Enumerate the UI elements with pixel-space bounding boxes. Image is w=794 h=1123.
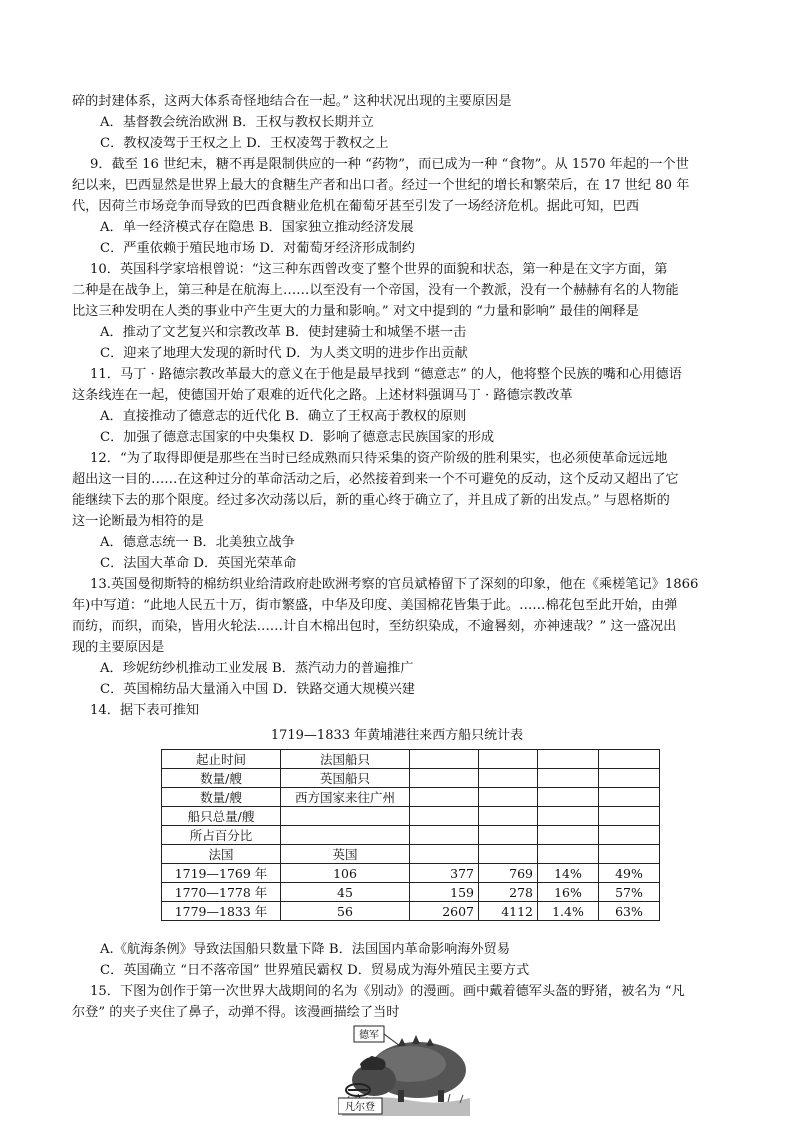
table-cell [479,769,538,788]
table-cell [410,769,479,788]
q13-stem-line: 13.英国曼彻斯特的棉纺织业给清政府赴欧洲考察的官员斌椿留下了深刻的印象，他在《乘槎笔记》1866 [90,577,699,592]
table-cell: 16% [538,883,599,902]
q11-stem-line: 这条线连在一起，使德国开始了艰难的近代化之路。上述材料强调马丁 · 路德宗教改革 [72,388,573,403]
table-cell: 106 [281,864,410,883]
table-row [162,883,660,902]
table-cell [410,750,479,769]
q9-stem-line: 9．截至 16 世纪末，糖不再是限制供应的一种 “药物”，而已成为一种 “食物”。从 1570 年起的一个世 [90,157,689,172]
table-cell: 63% [599,902,660,921]
table-cell: 56 [281,902,410,921]
table-cell: 1779—1833 年 [162,902,281,921]
table-cell [599,845,660,864]
q12-options-cd: C．法国大革命 D．英国光荣革命 [100,556,297,571]
q12-options-ab: A．德意志统一 B．北美独立战争 [100,535,295,550]
q13-options-cd: C．英国棉纺品大量涌入中国 D．铁路交通大规模兴建 [100,682,415,697]
table-row [162,826,660,845]
table-row [162,788,660,807]
table-cell: 2607 [410,902,479,921]
q15-stem-line: 尔登” 的夹子夹住了鼻子，动弹不得。该漫画描绘了当时 [72,1005,400,1020]
table-cell: 14% [538,864,599,883]
table-row [162,769,660,788]
q13-stem-line: 现的主要原因是 [72,640,165,655]
table-cell: 49% [599,864,660,883]
table-cell: 1719—1769 年 [162,864,281,883]
table-row [162,902,660,921]
table-cell [538,807,599,826]
table-cell [599,769,660,788]
table-row [162,845,660,864]
q14-options-cd: C．英国确立 “日不落帝国” 世界殖民霸权 D．贸易成为海外殖民主要方式 [100,963,530,978]
table-cell [538,826,599,845]
table-cell: 法国 [162,845,281,864]
table-cell: 数量/艘 [162,769,281,788]
table-cell [479,750,538,769]
table-cell: 法国船只 [281,750,410,769]
table-cell [538,845,599,864]
q10-stem-line: 二种是在战争上，第三种是在航海上……以至没有一个帝国，没有一个教派，没有一个赫赫有名的人物能 [72,283,679,298]
table-cell [599,826,660,845]
q9-stem-line: 纪以来，巴西显然是世界上最大的食糖生产者和出口者。经过一个世纪的增长和繁荣后，在 17 世纪 80 年 [72,178,690,193]
boar-cartoon-image [338,1024,474,1116]
table-row [162,864,660,883]
table-cell [479,845,538,864]
q10-options-cd: C．迎来了地理大发现的新时代 D．为人类文明的进步作出贡献 [100,346,468,361]
q8-stem-end: 碎的封建体系，这两大体系奇怪地结合在一起。” 这种状况出现的主要原因是 [72,94,512,109]
table-cell [479,807,538,826]
table-caption: 1719—1833 年黄埔港往来西方船只统计表 [270,728,524,743]
table-cell [599,807,660,826]
table-cell: 1.4% [538,902,599,921]
table-cell: 英国 [281,845,410,864]
table-cell [479,788,538,807]
table-cell [410,788,479,807]
q15-stem-line: 15．下图为创作于第一次世界大战期间的名为《别动》的漫画。画中戴着德军头盔的野猪，被名为 “凡 [90,984,685,999]
table-cell [599,750,660,769]
table-cell [538,788,599,807]
q9-stem-line: 代，因荷兰市场竞争而导致的巴西食糖业危机在葡萄牙甚至引发了一场经济危机。据此可知，巴西 [72,199,640,214]
q10-options-ab: A．推动了文艺复兴和宗教改革 B．使封建骑士和城堡不堪一击 [100,325,467,340]
table-cell: 377 [410,864,479,883]
table-cell: 所占百分比 [162,826,281,845]
q8-options-cd: C．教权凌驾于王权之上 D．王权凌驾于教权之上 [100,136,389,151]
table-cell [410,807,479,826]
q14-options-ab: A.《航海条例》导致法国船只数量下降 B．法国国内革命影响海外贸易 [100,942,511,957]
table-cell: 159 [410,883,479,902]
table-cell: 起止时间 [162,750,281,769]
cartoon-figure [338,1024,474,1116]
table-cell [410,826,479,845]
q8-options-ab: A．基督教会统治欧洲 B．王权与教权长期并立 [100,115,374,130]
q11-stem-line: 11．马丁 · 路德宗教改革最大的意义在于他是最早找到 “德意志” 的人，他将整个民族的嘴和心用德语 [90,367,682,382]
label-verdun: 凡尔登 [345,1102,375,1113]
table-cell [599,788,660,807]
q9-options-ab: A．单一经济模式存在隐患 B．国家独立推动经济发展 [100,220,414,235]
table-cell [479,826,538,845]
table-row [162,807,660,826]
table-cell: 数量/艘 [162,788,281,807]
q13-stem-line: 年)中写道：“此地人民五十万，街市繁盛，中华及印度、美国棉花皆集于此。……棉花包至此开始，由弹 [72,598,678,613]
q11-options-ab: A．直接推动了德意志的近代化 B．确立了王权高于教权的原则 [100,409,467,424]
table-cell: 船只总量/艘 [162,807,281,826]
table-cell [538,750,599,769]
ship-stats-table [161,749,660,921]
table-row [162,750,660,769]
table-cell [410,845,479,864]
label-german-army: 德军 [359,1030,379,1041]
table-cell: 769 [479,864,538,883]
q9-options-cd: C．严重依赖于殖民地市场 D．对葡萄牙经济形成制约 [100,241,415,256]
q12-stem-line: 能继续下去的那个限度。经过多次动荡以后，新的重心终于确立了，并且成了新的出发点。” 与恩格斯的 [72,493,670,508]
table-cell: 西方国家来往广州 [281,788,410,807]
table-cell: 278 [479,883,538,902]
table-cell [281,807,410,826]
q13-stem-line: 而纺，而织，而染，皆用火轮法……计自木棉出包时，至纺织染成，不逾晷刻，亦神速哉？” 这一盛况出 [72,619,677,634]
q10-stem-line: 比这三种发明在人类的事业中产生更大的力量和影响。” 对文中提到的 “力量和影响” 最佳的阐释是 [72,304,639,319]
table-cell: 1770—1778 年 [162,883,281,902]
q12-stem-line: 这一论断最为相符的是 [72,514,204,529]
q14-stem: 14．据下表可推知 [90,703,200,718]
q10-stem-line: 10．英国科学家培根曾说：“这三种东西曾改变了整个世界的面貌和状态，第一种是在文字方面，第 [90,262,668,277]
q12-stem-line: 12．“为了取得即便是那些在当时已经成熟而只待采集的资产阶级的胜利果实，也必须使革命远远地 [90,451,668,466]
table-cell: 4112 [479,902,538,921]
table-cell [281,826,410,845]
table-cell: 45 [281,883,410,902]
table-cell: 57% [599,883,660,902]
q12-stem-line: 超出这一目的……在这种过分的革命活动之后，必然接着到来一个不可避免的反动，这个反动又超出了它 [72,472,679,487]
q13-options-ab: A．珍妮纺纱机推动工业发展 B．蒸汽动力的普遍推广 [100,661,414,676]
q11-options-cd: C．加强了德意志国家的中央集权 D．影响了德意志民族国家的形成 [100,430,495,445]
table-cell [538,769,599,788]
table-cell: 英国船只 [281,769,410,788]
